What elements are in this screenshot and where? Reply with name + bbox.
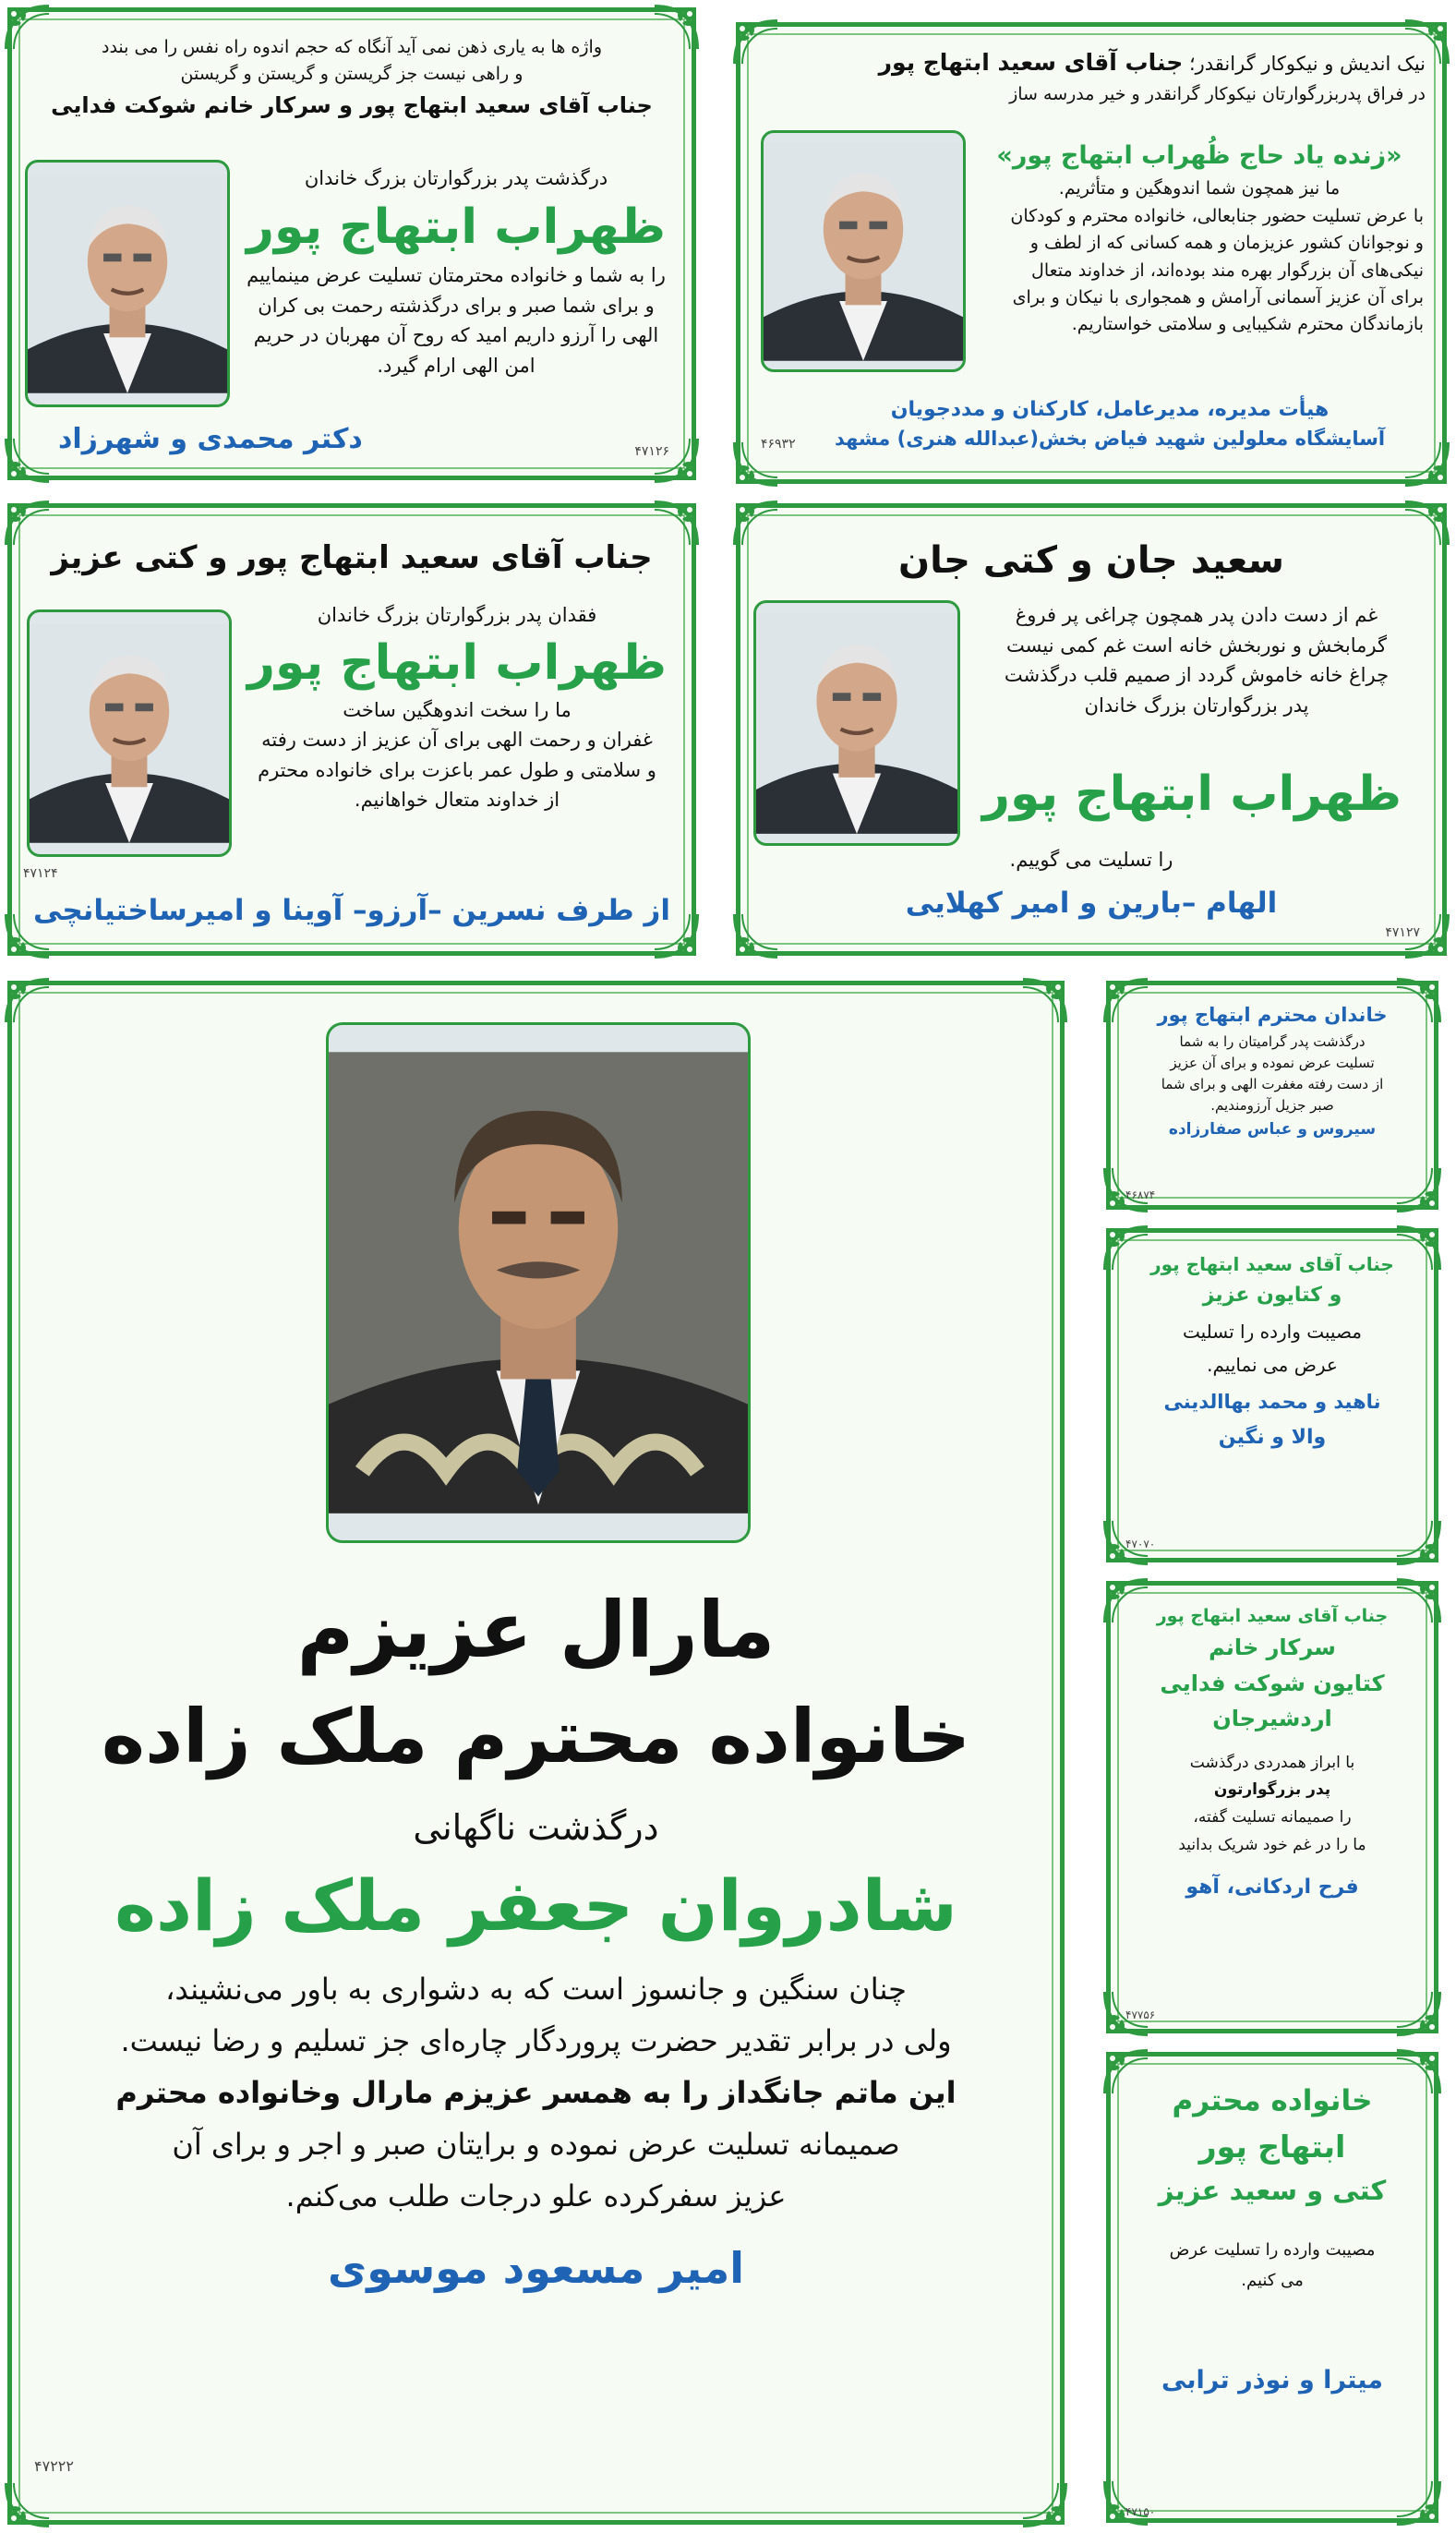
ad4-body-5: را تسلیت می گوییم. xyxy=(1009,849,1173,871)
portrait-photo xyxy=(761,130,966,372)
ad-code: ۴۷۱۲۶ xyxy=(634,444,669,459)
ad9-signer: میترا و نوذر ترابی xyxy=(1161,2365,1383,2394)
ad8-title-2: سرکار خانم xyxy=(1209,1634,1336,1661)
ad2-body-2: با عرض تسلیت حضور جنابعالی، خانواده محترم و کودکان xyxy=(1010,205,1424,226)
ad7-body-1: مصیبت وارده را تسلیت xyxy=(1182,1321,1362,1344)
ad-code: ۴۷۷۵۶ xyxy=(1125,2008,1156,2021)
ad5-body-1: چنان سنگین و جانسوز است که به دشواری به باور می‌نشیند، xyxy=(165,1971,907,2007)
condolence-ad-2 xyxy=(736,22,1447,484)
portrait-photo xyxy=(27,609,232,857)
deceased-name: ظهراب ابتهاج پور xyxy=(247,634,667,691)
ad4-body-3: چراغ خانه خاموش گردد از صمیم قلب درگذشت xyxy=(1004,664,1390,687)
ad7-body-2: عرض می نماییم. xyxy=(1207,1354,1338,1377)
deceased-name: ظهراب ابتهاج پور xyxy=(982,766,1402,822)
ornament-icon xyxy=(1019,2479,1069,2529)
ad9-title-3: کتی و سعید عزیز xyxy=(1158,2175,1387,2207)
ad1-body-2: و برای شما صبر و برای درگذشته رحمت بی کران xyxy=(258,294,655,317)
deceased-name: ظهراب ابتهاج پور xyxy=(247,199,666,255)
ad8-body-1: با ابراز همدردی درگذشت xyxy=(1189,1753,1355,1772)
ornament-icon xyxy=(3,2479,53,2529)
ad3-body-2: غفران و رحمت الهی برای آن عزیز از دست رفته xyxy=(261,729,653,752)
ad1-body-4: امن الهی ارام گیرد. xyxy=(377,354,535,377)
ad-code: ۴۷۰۷۰ xyxy=(1125,1538,1156,1550)
ad-code: ۴۷۱۲۴ xyxy=(23,866,58,881)
ad4-body-2: گرمابخش و نوربخش خانه است غم کمی نیست xyxy=(1006,633,1387,657)
ornament-icon xyxy=(1019,976,1069,1026)
ad1-signer: دکتر محمدی و شهرزاد xyxy=(58,423,363,455)
condolence-ad-5 xyxy=(7,981,1065,2525)
ad6-signer: سیروس و عباس صفارزاده xyxy=(1168,1119,1377,1139)
ad-code: ۴۶۹۳۲ xyxy=(761,437,796,452)
condolence-ad-9 xyxy=(1106,2052,1438,2523)
ad3-addressee: جناب آقای سعید ابتهاج پور و کتی عزیز xyxy=(51,539,653,576)
portrait-photo xyxy=(326,1022,751,1543)
ad5-intro: درگذشت ناگهانی xyxy=(413,1806,659,1848)
ad-code: ۴۷۲۲۲ xyxy=(34,2457,74,2475)
ad4-body-1: غم از دست دادن پدر همچون چراغی پر فروغ xyxy=(1015,604,1378,626)
ad7-title-1: جناب آقای سعید ابتهاج پور xyxy=(1150,1253,1394,1275)
ad9-title-1: خانواده محترم xyxy=(1172,2084,1373,2117)
condolence-ad-8 xyxy=(1106,1581,1438,2033)
portrait-photo xyxy=(753,600,960,846)
ad2-body-6: بازماندگان محترم شکیبایی و سلامتی خواستاریم. xyxy=(1071,314,1424,335)
condolence-ad-6 xyxy=(1106,981,1438,1210)
ad7-signer-1: ناهید و محمد بهاالدینی xyxy=(1163,1391,1381,1414)
ad1-intro: درگذشت پدر بزرگوارتان بزرگ خاندان xyxy=(304,167,608,189)
ad8-body-3: را صمیمانه تسلیت گفته، xyxy=(1193,1808,1352,1827)
ad2-addressee: جناب آقای سعید ابتهاج پور xyxy=(878,49,1184,76)
ad4-addressee: سعید جان و کتی جان xyxy=(898,539,1284,582)
condolence-ad-1 xyxy=(7,7,696,480)
ad8-title-1: جناب آقای سعید ابتهاج پور xyxy=(1156,1606,1389,1626)
condolence-ad-4 xyxy=(736,503,1447,956)
ad3-intro: فقدان پدر بزرگوارتان بزرگ خاندان xyxy=(317,604,597,626)
ad8-title-4: اردشیرجان xyxy=(1212,1706,1332,1732)
ad8-body-4: ما را در غم خود شریک بدانید xyxy=(1178,1835,1366,1854)
ad9-body-1: مصیبت وارده را تسلیت عرض xyxy=(1169,2240,1376,2261)
ad-code: ۴۷۱۲۷ xyxy=(1385,925,1420,940)
ornament-icon xyxy=(3,976,53,1026)
ad6-title: خاندان محترم ابتهاج پور xyxy=(1157,1004,1388,1026)
ad7-title-2: و کتایون عزیز xyxy=(1202,1284,1342,1307)
ad5-body-2: ولی در برابر تقدیر حضرت پروردگار چاره‌ای جز تسلیم و رضا نیست. xyxy=(120,2022,952,2058)
ad2-signer-2: آسایشگاه معلولین شهید فیاض بخش(عبدالله هنری) مشهد xyxy=(834,428,1386,450)
condolence-ad-7 xyxy=(1106,1228,1438,1562)
ad6-body-1: درگذشت پدر گرامیتان را به شما xyxy=(1179,1032,1366,1050)
ad5-line-1: مارال عزیزم xyxy=(296,1585,776,1675)
ad5-body-4: صمیمانه تسلیت عرض نموده و برایتان صبر و اجر و برای آن xyxy=(172,2126,900,2162)
ad2-quote-name: «زنده یاد حاج ظُهراب ابتهاج پور» xyxy=(996,141,1402,170)
ad2-line-1: نیک اندیش و نیکوکار گرانقدر؛ xyxy=(1188,53,1426,75)
ad6-body-3: از دست رفته مغفرت الهی و برای شما xyxy=(1161,1076,1384,1093)
ad3-signer: از طرف نسرین –آرزو– آوینا و امیرساختیانچی xyxy=(33,894,670,927)
ad3-body-1: ما را سخت اندوهگین ساخت xyxy=(343,698,572,721)
condolence-ad-3 xyxy=(7,503,696,956)
deceased-name: شادروان جعفر ملک زاده xyxy=(114,1864,957,1948)
ad1-addressee: جناب آقای سعید ابتهاج پور و سرکار خانم شوکت فدایی xyxy=(51,91,653,118)
ad2-body-4: نیکی‌های آن بزرگوار بهره مند بوده‌اند، از خداوند متعال xyxy=(1031,259,1424,281)
ad5-signer: امیر مسعود موسوی xyxy=(328,2242,744,2293)
ad5-line-2: خانواده محترم ملک زاده xyxy=(101,1693,971,1779)
ad8-title-3: کتایون شوکت فدایی xyxy=(1160,1670,1385,1696)
ad2-body-1: ما نیز همچون شما اندوهگین و متأثریم. xyxy=(1058,178,1341,199)
ad1-body-3: الهی را آرزو داریم امید که روح آن مهربان در حریم xyxy=(253,324,659,347)
ad1-line-1: واژه ها به یاری ذهن نمی آید آنگاه که حجم اندوه راه نفس را می بندد xyxy=(102,37,602,57)
ad9-title-2: ابتهاج پور xyxy=(1198,2129,1346,2165)
ad1-body-1: را به شما و خانواده محترمتان تسلیت عرض مینماییم xyxy=(247,264,666,287)
ad7-signer-2: والا و نگین xyxy=(1218,1425,1327,1449)
ad6-body-2: تسلیت عرض نموده و برای آن عزیز xyxy=(1170,1054,1375,1071)
ad4-signer: الهام –بارین و امیر کهلایی xyxy=(905,887,1278,920)
ad9-body-2: می کنیم. xyxy=(1241,2270,1304,2290)
ad4-body-4: پدر بزرگوارتان بزرگ خاندان xyxy=(1084,694,1309,717)
ad2-body-3: و نوجوانان کشور عزیزمان و همه کسانی که از لطف و xyxy=(1029,233,1424,254)
ad5-body-5: عزیز سفرکرده علو درجات طلب می‌کنم. xyxy=(285,2177,787,2213)
ad2-line-2: در فراق پدربزرگوارتان نیکوکار گرانقدر و خیر مدرسه ساز xyxy=(1009,83,1426,104)
ad-code: ۴۶۸۷۴ xyxy=(1125,1188,1156,1201)
ad8-body-2: پدر بزرگوارتون xyxy=(1213,1780,1331,1800)
ad6-body-4: صبر جزیل آرزومندیم. xyxy=(1210,1097,1334,1115)
ad-code: ۴۷۱۵۰ xyxy=(1125,2505,1156,2518)
ad5-body-3: این ماتم جانگداز را به همسر عزیزم مارال وخانواده محترم xyxy=(115,2074,957,2110)
ad2-body-5: برای آن عزیز آسمانی آرامش و همجواری با نیکان و برای xyxy=(1012,286,1424,308)
ad3-body-3: و سلامتی و طول عمر باعزت برای خانواده محترم xyxy=(258,758,656,781)
portrait-photo xyxy=(25,160,230,407)
ad2-signer-1: هیأت مدیره، مدیرعامل، کارکنان و مددجویان xyxy=(890,398,1330,421)
ad3-body-4: از خداوند متعال خواهانیم. xyxy=(354,789,560,812)
ad1-line-2: و راهی نیست جز گریستن و گریستن و گریستن xyxy=(180,64,523,85)
ad8-signer: فرح اردکانی، آهو xyxy=(1185,1875,1359,1899)
